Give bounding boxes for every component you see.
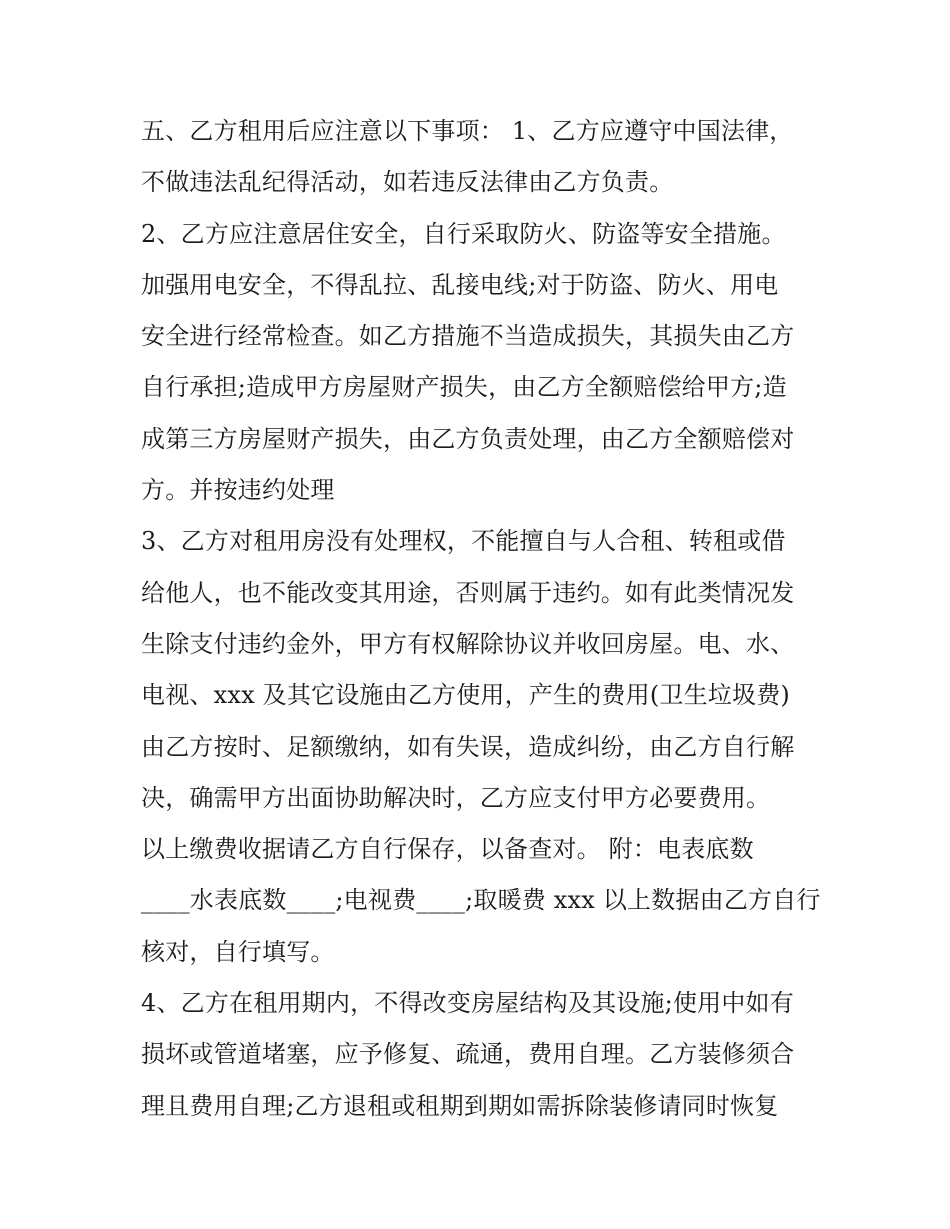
text-line: 五、乙方租用后应注意以下事项： 1、乙方应遵守中国法律， bbox=[141, 117, 794, 145]
text-line: 方。并按违约处理 bbox=[141, 476, 335, 505]
text-line: 决，确需甲方出面协助解决时，乙方应支付甲方必要费用。 bbox=[141, 783, 771, 812]
text-line: 成第三方房屋财产损失，由乙方负责处理，由乙方全额赔偿对 bbox=[141, 424, 795, 453]
text-line: 生除支付违约金外，甲方有权解除协议并收回房屋。电、水、 bbox=[141, 629, 795, 658]
text-line: 2、乙方应注意居住安全，自行采取防火、防盗等安全措施。 bbox=[141, 219, 786, 248]
text-line: 不做违法乱纪得活动，如若违反法律由乙方负责。 bbox=[141, 168, 674, 197]
text-line: 4、乙方在租用期内，不得改变房屋结构及其设施;使用中如有 bbox=[141, 989, 794, 1018]
text-line: 自行承担;造成甲方房屋财产损失，由乙方全额赔偿给甲方;造 bbox=[141, 373, 787, 402]
text-line: 损坏或管道堵塞，应予修复、疏通，费用自理。乙方装修须合 bbox=[141, 1040, 795, 1069]
text-line: 电视、xxx 及其它设施由乙方使用，产生的费用(卫生垃圾费) bbox=[141, 681, 790, 710]
contract-text bbox=[141, 106, 821, 1132]
text-line: 3、乙方对租用房没有处理权，不能擅自与人合租、转租或借 bbox=[141, 527, 786, 556]
text-line: ____水表底数____;电视费____;取暖费 xxx 以上数据由乙方自行 bbox=[141, 886, 821, 915]
text-line: 安全进行经常检查。如乙方措施不当造成损失，其损失由乙方 bbox=[141, 322, 795, 351]
text-line: 由乙方按时、足额缴纳，如有失误，造成纠纷，由乙方自行解 bbox=[141, 732, 795, 761]
text-line: 以上缴费收据请乙方自行保存，以备查对。 附：电表底数 bbox=[141, 835, 754, 864]
text-line: 核对，自行填写。 bbox=[141, 937, 335, 966]
text-line: 理且费用自理;乙方退租或租期到期如需拆除装修请同时恢复 bbox=[141, 1091, 779, 1120]
text-line: 给他人，也不能改变其用途，否则属于违约。如有此类情况发 bbox=[141, 578, 795, 607]
text-line: 加强用电安全，不得乱拉、乱接电线;对于防盗、防火、用电 bbox=[141, 270, 779, 299]
